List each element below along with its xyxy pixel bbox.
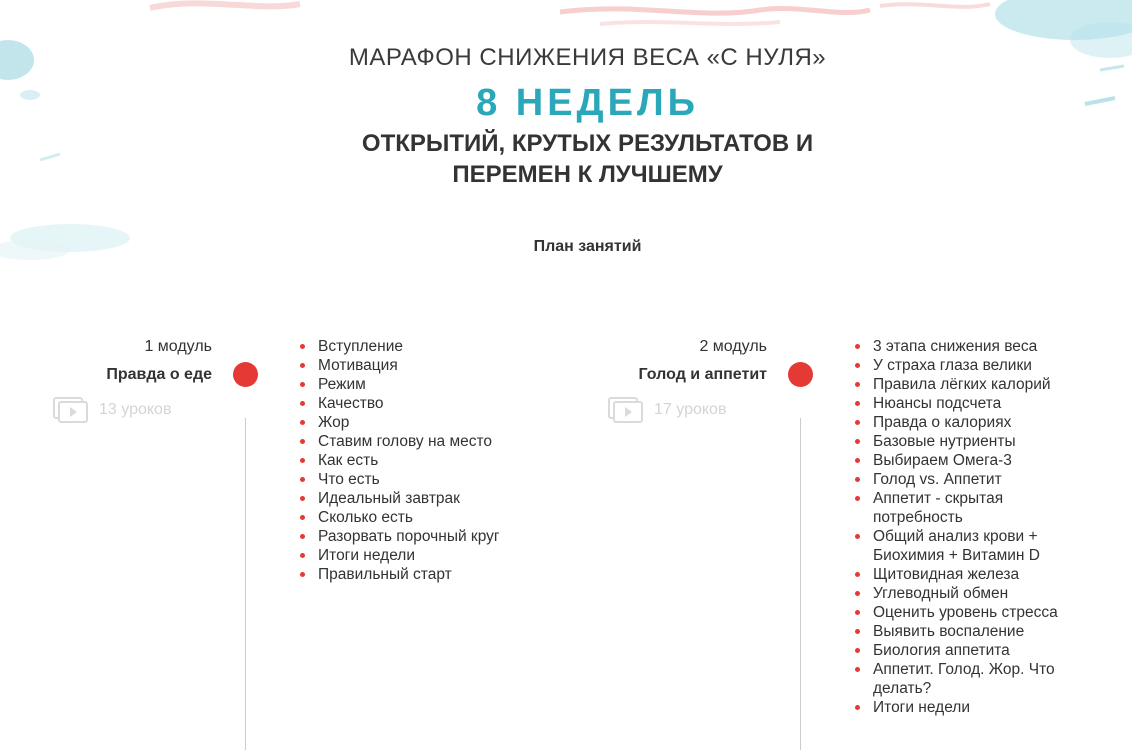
lesson-item: Биология аппетита xyxy=(855,641,1080,660)
lesson-item: Правила лёгких калорий xyxy=(855,375,1080,394)
video-lessons-icon xyxy=(608,397,644,423)
lesson-item: Правильный старт xyxy=(300,565,560,584)
lesson-item: Идеальный завтрак xyxy=(300,489,560,508)
lesson-item: Сколько есть xyxy=(300,508,560,527)
lesson-item: Ставим голову на место xyxy=(300,432,560,451)
module-name: Голод и аппетит xyxy=(638,366,767,383)
lesson-item: Что есть xyxy=(300,470,560,489)
module-marker-dot xyxy=(233,362,258,387)
lesson-item: Жор xyxy=(300,413,560,432)
lessons-count xyxy=(53,397,171,423)
module-number: 1 модуль xyxy=(144,338,212,355)
lesson-item: Аппетит - скрытая потребность xyxy=(855,489,1080,527)
lesson-item: У страха глаза велики xyxy=(855,356,1080,375)
lesson-item: Базовые нутриенты xyxy=(855,432,1080,451)
lesson-item: Мотивация xyxy=(300,356,560,375)
timeline-line xyxy=(800,418,801,750)
lesson-item: Режим xyxy=(300,375,560,394)
lesson-item: Разорвать порочный круг xyxy=(300,527,560,546)
lesson-item: Щитовидная железа xyxy=(855,565,1080,584)
lesson-item: Как есть xyxy=(300,451,560,470)
tagline-line-2: ПЕРЕМЕН К ЛУЧШЕМУ xyxy=(452,161,723,188)
header-tagline xyxy=(0,128,1132,190)
tagline-line-1: ОТКРЫТИЙ, КРУТЫХ РЕЗУЛЬТАТОВ И xyxy=(361,130,814,157)
lesson-item: Вступление xyxy=(300,337,560,356)
module-number: 2 модуль xyxy=(699,338,767,355)
lesson-item: Качество xyxy=(300,394,560,413)
lesson-item: Итоги недели xyxy=(855,698,1080,717)
weeks-title: 8 НЕДЕЛЬ xyxy=(476,82,699,124)
lesson-item: Общий анализ крови + Биохимия + Витамин D xyxy=(855,527,1080,565)
lesson-item: Оценить уровень стресса xyxy=(855,603,1080,622)
lessons-count-label: 17 уроков xyxy=(654,401,727,418)
plan-title: План занятий xyxy=(533,238,642,255)
marathon-subtitle: МАРАФОН СНИЖЕНИЯ ВЕСА «С НУЛЯ» xyxy=(348,44,827,71)
module-marker-dot xyxy=(788,362,813,387)
module-name: Правда о еде xyxy=(106,366,212,383)
lesson-item: Аппетит. Голод. Жор. Что делать? xyxy=(855,660,1080,698)
lesson-item: 3 этапа снижения веса xyxy=(855,337,1080,356)
lesson-item: Углеводный обмен xyxy=(855,584,1080,603)
lesson-item: Правда о калориях xyxy=(855,413,1080,432)
lesson-item: Голод vs. Аппетит xyxy=(855,470,1080,489)
lesson-item: Нюансы подсчета xyxy=(855,394,1080,413)
lessons-count-label: 13 уроков xyxy=(99,401,172,418)
video-lessons-icon xyxy=(53,397,89,423)
lesson-item: Выбираем Омега-3 xyxy=(855,451,1080,470)
lesson-item: Выявить воспаление xyxy=(855,622,1080,641)
lessons-count xyxy=(608,397,726,423)
lesson-list xyxy=(855,337,1080,717)
lesson-item: Итоги недели xyxy=(300,546,560,565)
timeline-line xyxy=(245,418,246,750)
